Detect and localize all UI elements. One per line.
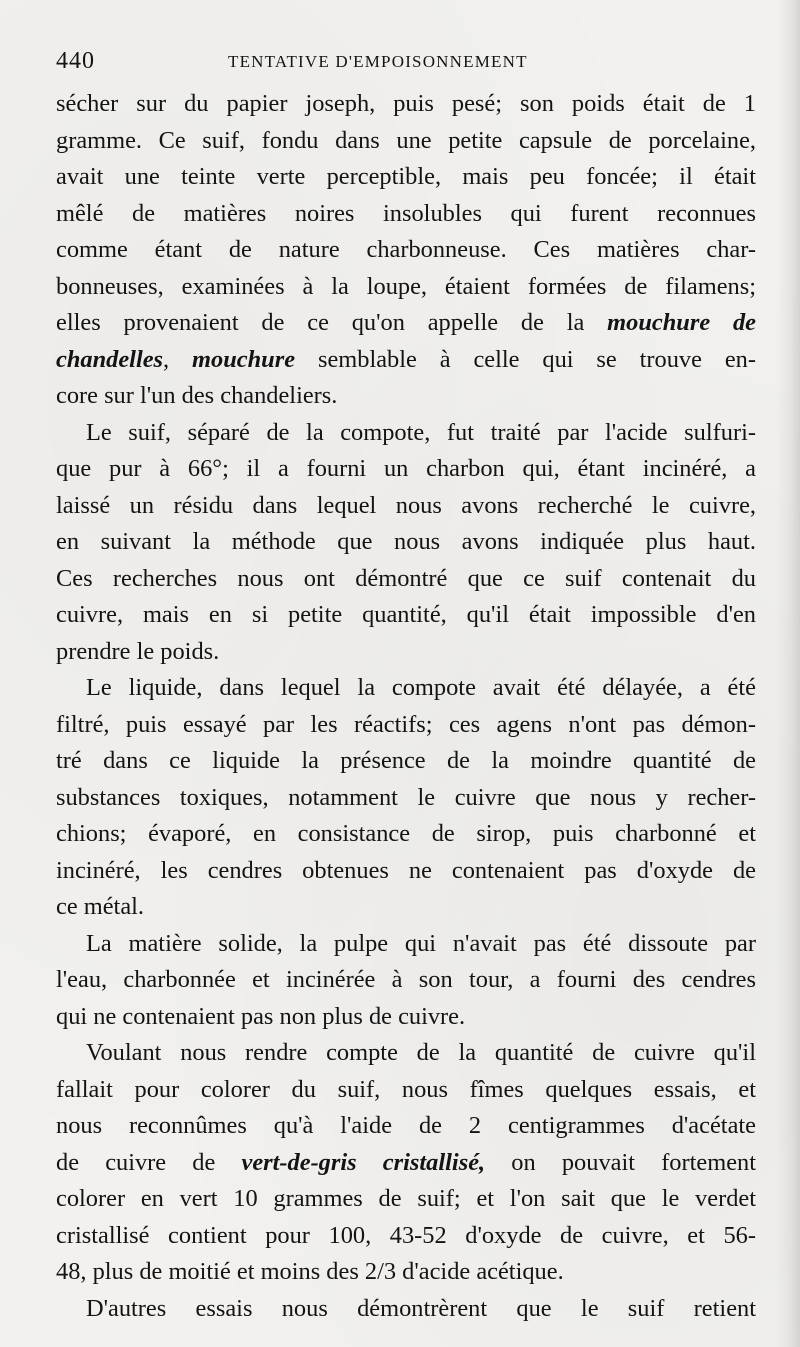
text-segment: fallait pour colorer du suif, nous fîmes quelques essais, et bbox=[56, 1075, 756, 1103]
text-segment: incinéré, les cendres obtenues ne contenaient pas d'oxyde de bbox=[56, 856, 756, 884]
italic-phrase: chandelles bbox=[56, 345, 164, 373]
text-line bbox=[56, 597, 756, 634]
text-segment: qui ne contenaient pas non plus de cuivre. bbox=[56, 1002, 466, 1030]
text-segment: semblable à celle qui se trouve en- bbox=[295, 345, 756, 373]
text-segment: prendre le poids. bbox=[56, 637, 220, 665]
text-line bbox=[56, 305, 756, 342]
page-header bbox=[56, 44, 756, 78]
text-segment: D'autres essais nous démontrèrent que le suif retient bbox=[86, 1294, 756, 1322]
text-segment: Le liquide, dans lequel la compote avait été délayée, a été bbox=[86, 674, 756, 701]
text-segment: filtré, puis essayé par les réactifs; ces agens n'ont pas démon- bbox=[56, 710, 756, 738]
text-segment: l'eau, charbonnée et incinérée à son tour, a fourni des cendres bbox=[56, 966, 756, 993]
text-segment: nous reconnûmes qu'à l'aide de 2 centigrammes d'acétate bbox=[56, 1112, 756, 1139]
text-line bbox=[56, 451, 756, 488]
text-segment: bonneuses, examinées à la loupe, étaient formées de filamens; bbox=[56, 272, 756, 300]
text-segment: Voulant nous rendre compte de la quantité de cuivre qu'il bbox=[86, 1039, 756, 1066]
text-segment: sécher sur du papier joseph, puis pesé; son poids était de 1 bbox=[56, 90, 756, 117]
text-line bbox=[56, 743, 756, 780]
paragraph-first-line bbox=[56, 1291, 756, 1328]
text-line bbox=[56, 780, 756, 817]
text-segment: cuivre, mais en si petite quantité, qu'il était impossible d'en bbox=[56, 601, 756, 628]
text-segment: Ces recherches nous ont démontré que ce suif contenait du bbox=[56, 564, 756, 592]
paragraph-last-line bbox=[56, 1254, 756, 1291]
text-segment: chions; évaporé, en consistance de sirop, puis charbonné et bbox=[56, 820, 756, 847]
text-segment: en suivant la méthode que nous avons indiquée plus haut. bbox=[56, 528, 756, 555]
paragraph-last-line bbox=[56, 999, 756, 1036]
page-number: 440 bbox=[56, 48, 95, 74]
text-line bbox=[56, 342, 756, 379]
text-segment: cristallisé contient pour 100, 43-52 d'oxyde de cuivre, et 56- bbox=[56, 1221, 756, 1249]
paragraph-first-line bbox=[56, 415, 756, 452]
text-line bbox=[56, 1218, 756, 1255]
text-segment: tré dans ce liquide la présence de la moindre quantité de bbox=[56, 747, 756, 774]
italic-phrase: mouchure de bbox=[607, 309, 757, 336]
text-segment: colorer en vert 10 grammes de suif; et l'on sait que le verdet bbox=[56, 1185, 756, 1212]
text-segment: que pur à 66°; il a fourni un charbon qui, étant incinéré, a bbox=[56, 455, 756, 482]
text-line bbox=[56, 816, 756, 853]
paragraph-first-line bbox=[56, 926, 756, 963]
paragraph-last-line bbox=[56, 889, 756, 926]
text-line bbox=[56, 232, 756, 269]
text-line bbox=[56, 269, 756, 306]
text-line bbox=[56, 159, 756, 196]
text-line bbox=[56, 86, 756, 123]
paragraph-last-line bbox=[56, 378, 756, 415]
text-segment: comme étant de nature charbonneuse. Ces matières char- bbox=[56, 236, 756, 263]
text-line bbox=[56, 123, 756, 160]
italic-phrase: vert-de-gris cristallisé, bbox=[241, 1148, 486, 1176]
paragraph-last-line bbox=[56, 634, 756, 671]
text-segment: 48, plus de moitié et moins des 2/3 d'acide acétique. bbox=[56, 1258, 564, 1285]
page-edge-shadow bbox=[776, 0, 800, 1347]
text-segment: La matière solide, la pulpe qui n'avait pas été dissoute par bbox=[86, 929, 756, 957]
text-segment: Le suif, séparé de la compote, fut traité par l'acide sulfuri- bbox=[86, 418, 756, 446]
text-segment: elles provenaient de ce qu'on appelle de la bbox=[56, 309, 608, 336]
text-segment: laissé un résidu dans lequel nous avons recherché le cuivre, bbox=[56, 491, 756, 519]
text-line bbox=[56, 1181, 756, 1218]
text-segment: mêlé de matières noires insolubles qui furent reconnues bbox=[56, 199, 756, 227]
body-text bbox=[56, 86, 756, 1327]
text-line bbox=[56, 488, 756, 525]
text-segment: gramme. Ce suif, fondu dans une petite capsule de porcelaine, bbox=[56, 126, 756, 154]
italic-phrase: mouchure bbox=[192, 345, 296, 373]
text-line bbox=[56, 524, 756, 561]
text-segment: de cuivre de bbox=[56, 1148, 242, 1176]
text-segment: avait une teinte verte perceptible, mais peu foncée; il était bbox=[56, 163, 756, 190]
text-segment: , bbox=[163, 345, 193, 373]
text-segment: substances toxiques, notamment le cuivre que nous y recher- bbox=[56, 783, 756, 811]
paragraph-first-line bbox=[56, 1035, 756, 1072]
text-line bbox=[56, 1108, 756, 1145]
text-line bbox=[56, 1072, 756, 1109]
text-segment: ce métal. bbox=[56, 893, 145, 920]
text-line bbox=[56, 707, 756, 744]
text-segment: core sur l'un des chandeliers. bbox=[56, 382, 338, 409]
running-title: TENTATIVE D'EMPOISONNEMENT bbox=[228, 52, 528, 71]
text-line bbox=[56, 853, 756, 890]
text-line bbox=[56, 1145, 756, 1182]
text-segment: on pouvait fortement bbox=[485, 1148, 757, 1176]
text-line bbox=[56, 196, 756, 233]
text-line bbox=[56, 561, 756, 598]
paragraph-first-line bbox=[56, 670, 756, 707]
text-line bbox=[56, 962, 756, 999]
